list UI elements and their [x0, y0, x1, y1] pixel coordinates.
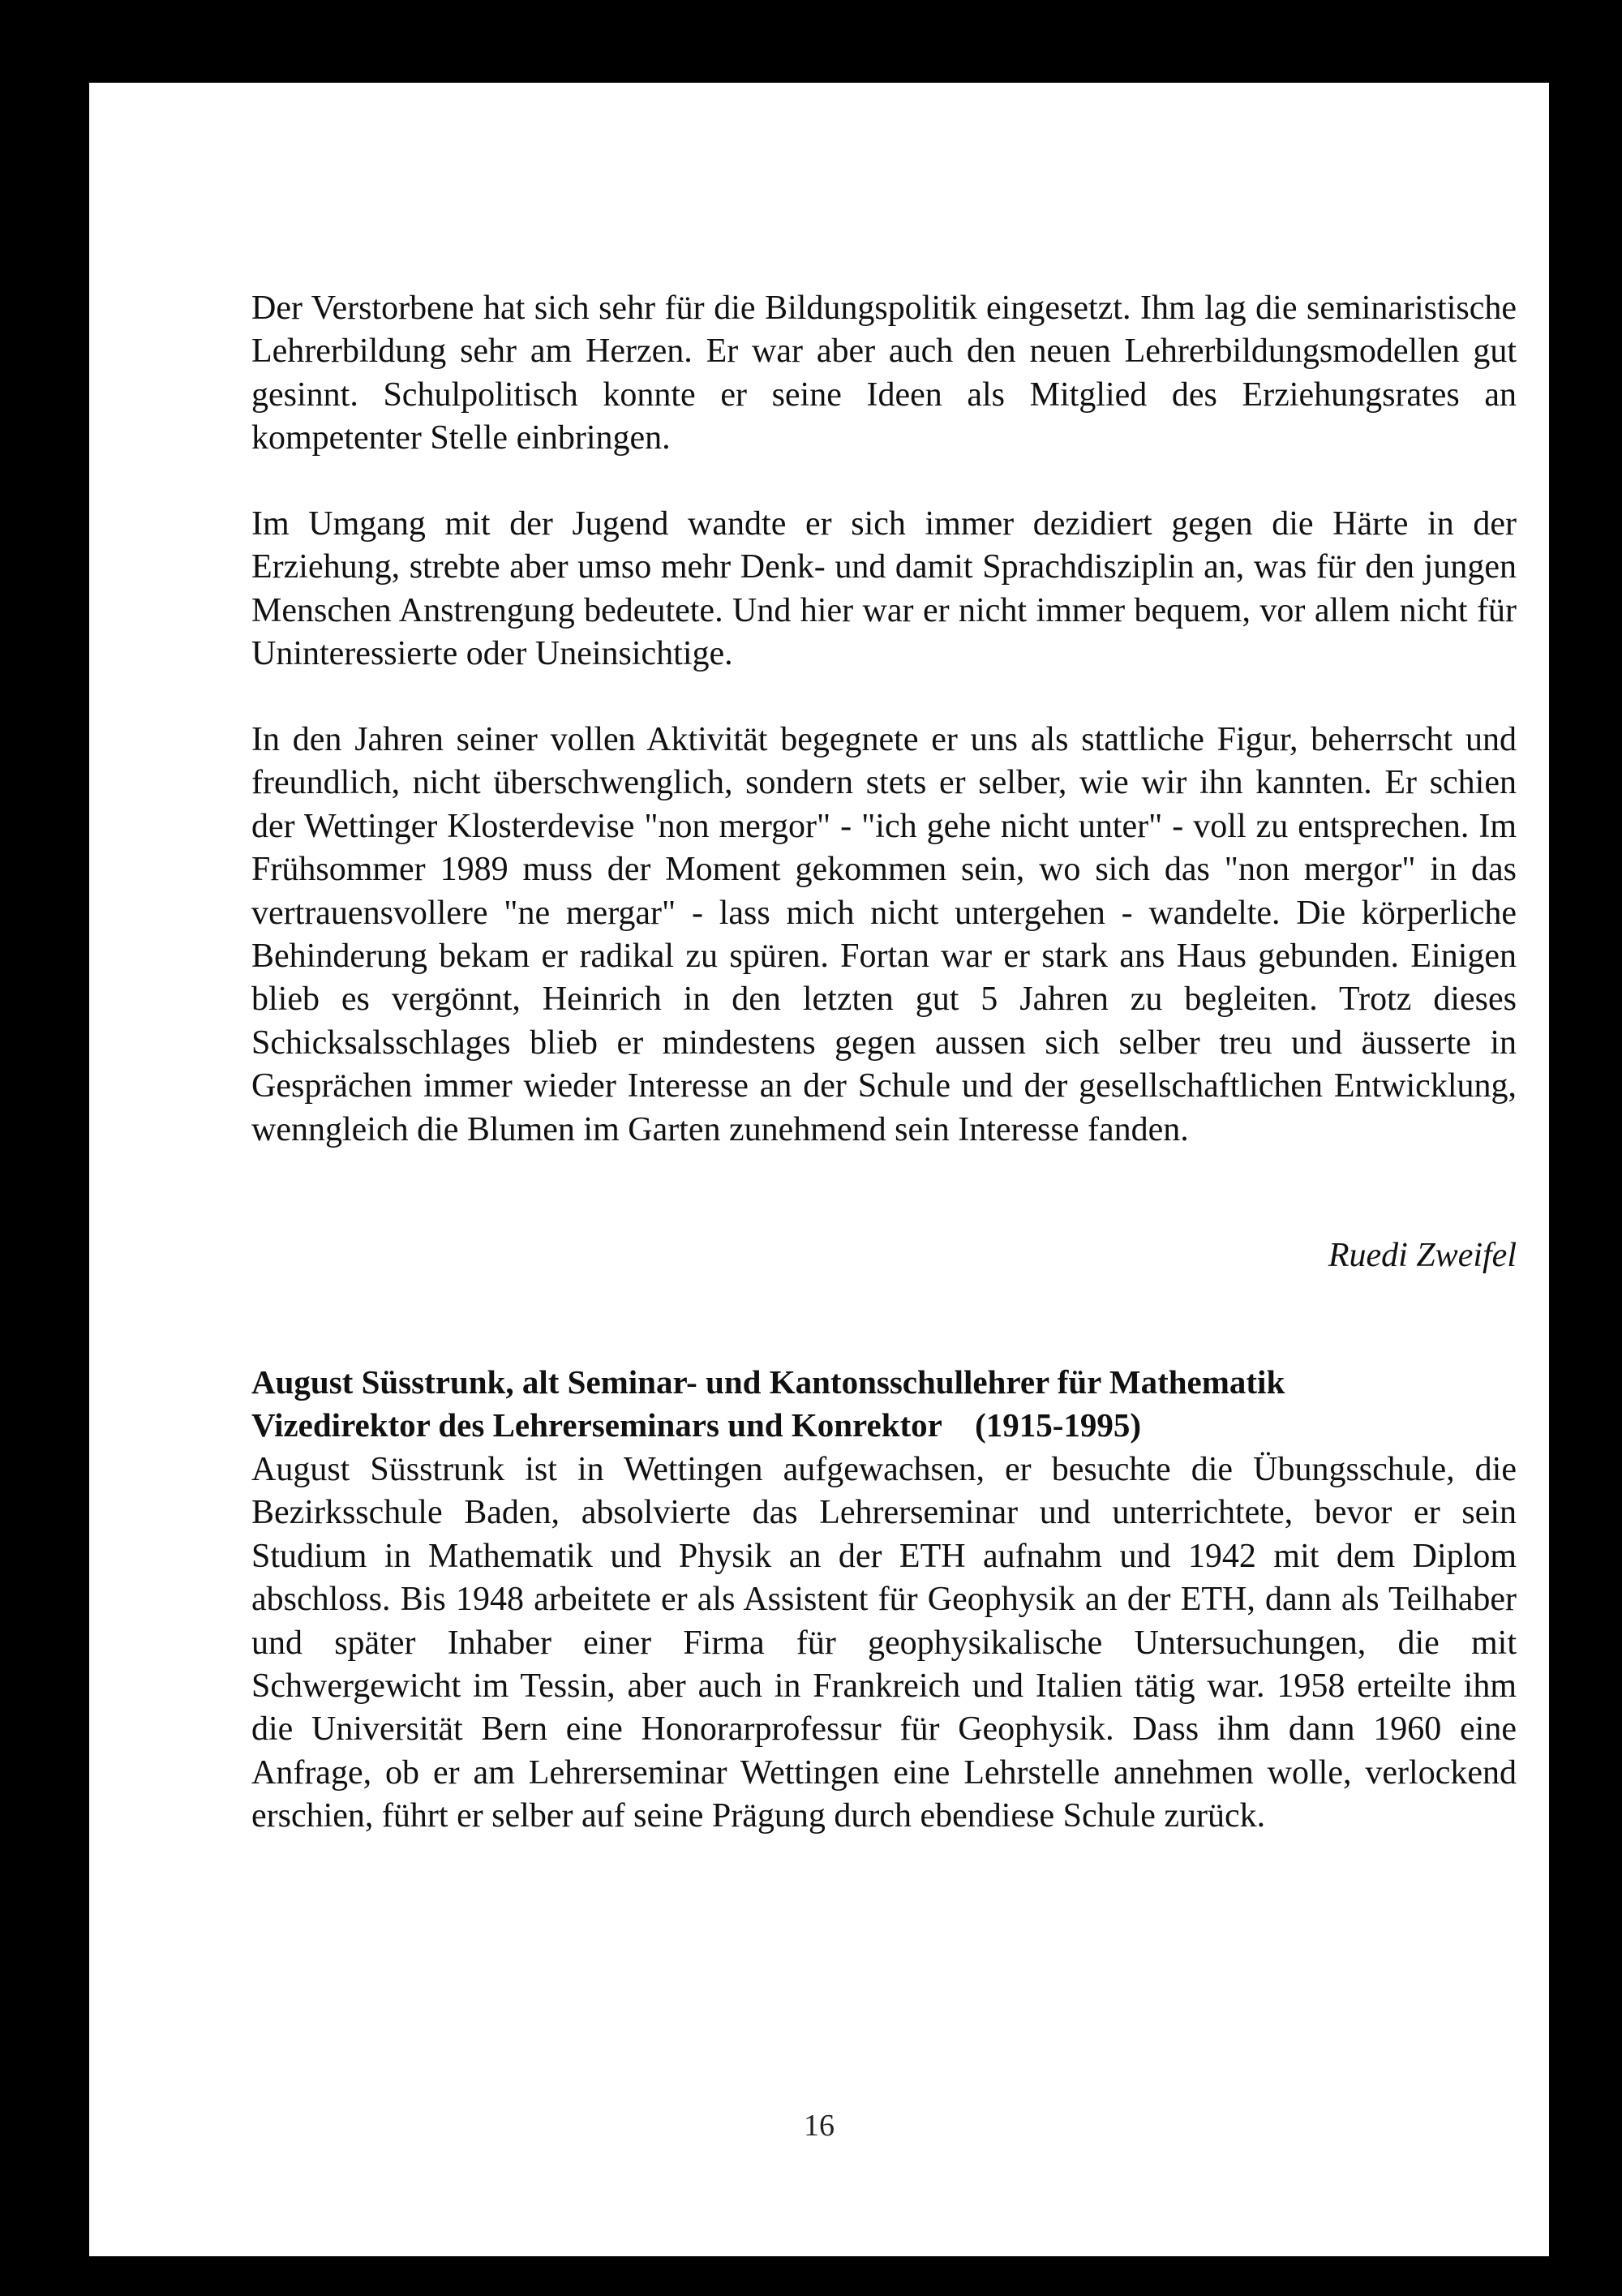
document-page [89, 83, 1549, 2256]
author-signature: Ruedi Zweifel [1328, 1237, 1517, 1274]
paragraph-education-policy: Der Verstorbene hat sich sehr für die Bildungspolitik eingesetzt. Ihm lag die seminaristische Lehrerbildung sehr am Herzen. Er war aber auch den neuen Lehrerbildungsmodellen gut gesinnt. Schulpolitisch konnte er seine Ideen als Mitglied des Erziehungsrates an kompetenter Stelle einbringen. [251, 290, 1517, 457]
section-heading-title: August Süsstrunk, alt Seminar- und Kantonsschullehrer für Mathematik [251, 1363, 1285, 1401]
page-number: 16 [804, 2109, 835, 2143]
section-heading-subtitle: Vizedirektor des Lehrerseminars und Konrektor (1915-1995) [251, 1406, 1142, 1444]
section-heading [251, 1361, 1517, 1447]
paragraph-later-years: In den Jahren seiner vollen Aktivität begegnete er uns als stattliche Figur, beherrscht und freundlich, nicht überschwenglich, sondern stets er selber, wie wir ihn kannten. Er schien der Wettinger Klosterdevise "non mergor" - "ich gehe nicht unter" - voll zu entsprechen. Im Frühsommer 1989 muss der Moment gekommen sein, wo sich das "non mergor" in das vertrauensvollere "ne mergar" - lass mich nicht untergehen - wandelte. Die körperliche Behinderung bekam er radikal zu spüren. Fortan war er stark ans Haus gebunden. Einigen blieb es vergönnt, Heinrich in den letzten gut 5 Jahren zu begleiten. Trotz dieses Schicksalsschlages blieb er mindestens gegen aussen sich selber treu und äusserte in Gesprächen immer wieder Interesse an der Schule und der gesellschaftlichen Entwicklung, wenngleich die Blumen im Garten zunehmend sein Interesse fanden. [251, 721, 1517, 1148]
paragraph-youth: Im Umgang mit der Jugend wandte er sich immer dezidiert gegen die Härte in der Erziehung, strebte aber umso mehr Denk- und damit Sprachdisziplin an, was für den jungen Menschen Anstrengung bedeutete. Und hier war er nicht immer bequem, vor allem nicht für Uninteressierte oder Uneinsichtige. [251, 505, 1517, 673]
paragraph-biography: August Süsstrunk ist in Wettingen aufgewachsen, er besuchte die Übungsschule, die Bezirksschule Baden, absolvierte das Lehrerseminar und unterrichtete, bevor er sein Studium in Mathematik und Physik an der ETH aufnahm und 1942 mit dem Diplom abschloss. Bis 1948 arbeitete er als Assistent für Geophysik an der ETH, dann als Teilhaber und später Inhaber einer Firma für geophysikalische Untersuchungen, die mit Schwergewicht im Tessin, aber auch in Frankreich und Italien tätig war. 1958 erteilte ihm die Universität Bern eine Honorarprofessur für Geophysik. Dass ihm dann 1960 eine Anfrage, ob er am Lehrerseminar Wettingen eine Lehrstelle annehmen wolle, verlockend erschien, führt er selber auf seine Prägung durch ebendiese Schule zurück. [251, 1451, 1517, 1835]
